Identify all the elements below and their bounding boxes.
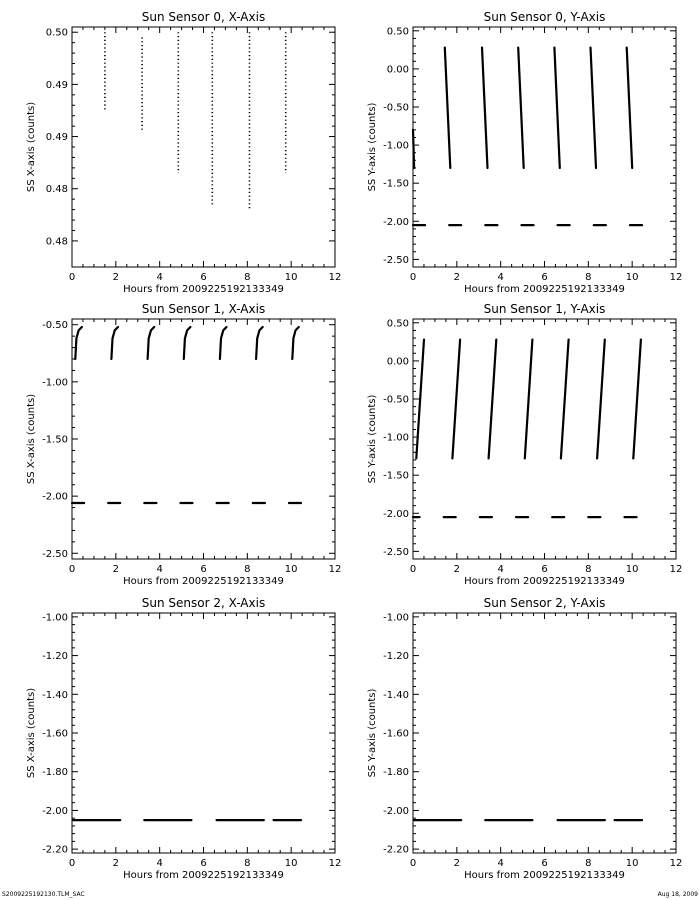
x-tick-label: 4 (497, 272, 504, 283)
y-tick-label: -1.20 (42, 651, 68, 663)
x-tick-label: 0 (68, 272, 76, 283)
chart-title: Sun Sensor 0, X-Axis (141, 10, 266, 24)
x-tick-label: 8 (244, 858, 251, 869)
data-series (525, 340, 533, 459)
x-tick-label: 6 (541, 858, 548, 869)
chart-panel-1 (367, 10, 682, 295)
y-axis-label: SS X-axis (counts) (26, 393, 37, 485)
data-series (561, 340, 569, 459)
data-series (220, 327, 227, 359)
x-axis-label: Hours from 2009225192133349 (123, 576, 284, 587)
x-tick-label: 4 (156, 858, 163, 869)
y-tick-label: -1.60 (42, 728, 68, 740)
x-tick-label: 4 (156, 272, 163, 283)
y-tick-label: -1.00 (383, 432, 409, 444)
x-tick-label: 4 (497, 858, 504, 869)
y-tick-label: -0.50 (383, 102, 409, 114)
x-tick-label: 10 (284, 858, 298, 869)
x-tick-label: 0 (409, 564, 417, 575)
x-axis-label: Hours from 2009225192133349 (464, 284, 625, 295)
x-tick-label: 2 (453, 272, 461, 283)
x-tick-label: 2 (112, 858, 120, 869)
y-tick-label: -0.50 (42, 320, 68, 332)
y-axis-label: SS X-axis (counts) (26, 101, 37, 193)
y-tick-label: 0.00 (386, 64, 409, 76)
x-tick-label: 6 (541, 564, 548, 575)
y-tick-label: -2.00 (383, 805, 409, 817)
x-axis-label: Hours from 2009225192133349 (464, 576, 625, 587)
footer-date: Aug 18, 2009 (657, 891, 698, 898)
plot-frame (72, 613, 335, 853)
chart-title: Sun Sensor 2, X-Axis (141, 596, 266, 610)
y-tick-label: -2.50 (383, 546, 409, 558)
x-tick-label: 6 (200, 272, 207, 283)
y-tick-label: -1.50 (42, 434, 68, 446)
data-series (256, 327, 263, 359)
y-tick-label: 0.49 (45, 79, 68, 91)
y-tick-label: -2.00 (42, 805, 68, 817)
data-series (452, 340, 460, 459)
x-tick-label: 10 (625, 272, 639, 283)
chart-title: Sun Sensor 1, Y-Axis (483, 302, 606, 316)
y-axis-label: SS Y-axis (counts) (367, 688, 378, 778)
x-tick-label: 12 (669, 272, 683, 283)
x-tick-label: 8 (244, 272, 251, 283)
data-series (75, 327, 82, 359)
plot-frame (413, 613, 676, 853)
y-tick-label: -1.80 (42, 767, 68, 779)
y-tick-label: 0.48 (45, 184, 68, 196)
chart-title: Sun Sensor 2, Y-Axis (483, 596, 606, 610)
x-tick-label: 8 (585, 272, 592, 283)
x-tick-label: 0 (409, 272, 417, 283)
x-tick-label: 4 (156, 564, 163, 575)
y-tick-label: -1.40 (42, 689, 68, 701)
x-tick-label: 0 (409, 858, 417, 869)
y-tick-label: 0.00 (386, 356, 409, 368)
chart-panel-0 (26, 10, 341, 295)
data-series (148, 327, 155, 359)
x-axis-label: Hours from 2009225192133349 (123, 284, 284, 295)
x-tick-label: 10 (625, 858, 639, 869)
y-tick-label: -1.00 (42, 377, 68, 389)
x-tick-label: 6 (200, 564, 207, 575)
footer-filename: S2009225192130.TLM_SAC (2, 891, 85, 898)
data-series (554, 48, 559, 168)
x-tick-label: 12 (328, 272, 342, 283)
x-tick-label: 12 (328, 858, 342, 869)
x-tick-label: 8 (585, 858, 592, 869)
x-tick-label: 10 (625, 564, 639, 575)
data-series (445, 48, 451, 168)
x-tick-label: 12 (328, 564, 342, 575)
data-series (184, 327, 191, 359)
y-tick-label: -1.40 (383, 689, 409, 701)
plot-frame (413, 27, 676, 267)
y-tick-label: -0.50 (383, 394, 409, 406)
data-series (111, 327, 118, 359)
x-tick-label: 2 (453, 564, 461, 575)
x-tick-label: 8 (585, 564, 592, 575)
y-tick-label: -2.20 (383, 844, 409, 856)
data-series (591, 48, 597, 168)
data-series (597, 340, 605, 459)
y-axis-label: SS X-axis (counts) (26, 687, 37, 779)
chart-panel-2 (26, 302, 341, 587)
x-tick-label: 6 (200, 858, 207, 869)
x-tick-label: 0 (68, 858, 76, 869)
y-tick-label: -2.00 (42, 491, 68, 503)
data-series (627, 48, 633, 168)
y-tick-label: -2.00 (383, 508, 409, 520)
chart-panel-4 (26, 596, 341, 881)
x-tick-label: 10 (284, 564, 298, 575)
x-tick-label: 0 (68, 564, 76, 575)
y-axis-label: SS Y-axis (counts) (367, 394, 378, 484)
x-axis-label: Hours from 2009225192133349 (464, 870, 625, 881)
y-tick-label: 0.49 (45, 132, 68, 144)
y-tick-label: -1.00 (383, 612, 409, 624)
y-tick-label: 0.48 (45, 236, 68, 248)
chart-panel-5 (367, 596, 682, 881)
y-tick-label: -1.80 (383, 767, 409, 779)
y-tick-label: -2.20 (42, 844, 68, 856)
x-tick-label: 2 (453, 858, 461, 869)
y-tick-label: 0.50 (45, 27, 68, 39)
y-tick-label: -1.00 (383, 140, 409, 152)
data-series (518, 48, 524, 168)
y-tick-label: 0.50 (386, 318, 409, 330)
x-tick-label: 4 (497, 564, 504, 575)
data-series (292, 327, 299, 359)
y-tick-label: -2.00 (383, 216, 409, 228)
y-tick-label: -1.50 (383, 178, 409, 190)
data-series (482, 48, 488, 168)
x-tick-label: 2 (112, 564, 120, 575)
y-tick-label: 0.50 (386, 26, 409, 38)
data-series (413, 130, 414, 168)
chart-title: Sun Sensor 0, Y-Axis (483, 10, 606, 24)
y-tick-label: -1.50 (383, 470, 409, 482)
x-tick-label: 10 (284, 272, 298, 283)
data-series (489, 340, 497, 459)
x-axis-label: Hours from 2009225192133349 (123, 870, 284, 881)
y-tick-label: -1.00 (42, 612, 68, 624)
data-series (633, 340, 641, 459)
x-tick-label: 12 (669, 858, 683, 869)
x-tick-label: 6 (541, 272, 548, 283)
x-tick-label: 2 (112, 272, 120, 283)
plot-frame (72, 27, 335, 267)
y-axis-label: SS Y-axis (counts) (367, 102, 378, 192)
y-tick-label: -2.50 (383, 254, 409, 266)
y-tick-label: -2.50 (42, 548, 68, 560)
chart-panel-3 (367, 302, 682, 587)
x-tick-label: 12 (669, 564, 683, 575)
x-tick-label: 8 (244, 564, 251, 575)
y-tick-label: -1.60 (383, 728, 409, 740)
y-tick-label: -1.20 (383, 651, 409, 663)
plot-frame (413, 319, 676, 559)
chart-title: Sun Sensor 1, X-Axis (141, 302, 266, 316)
